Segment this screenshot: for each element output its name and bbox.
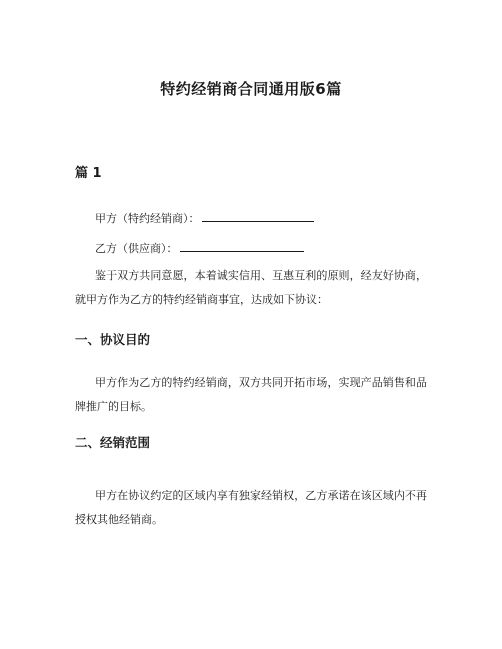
section-label: 篇 1	[75, 166, 102, 181]
section-body-2: 甲方在协议约定的区域内享有独家经销权，乙方承诺在该区域内不再授权其他经销商。	[75, 489, 427, 526]
party-b-label: 乙方（供应商）：	[95, 242, 178, 255]
party-a-label: 甲方（特约经销商）：	[95, 212, 200, 225]
document-title: 特约经销商合同通用版6篇	[160, 80, 342, 98]
party-b-line	[95, 239, 304, 257]
section-heading-1: 一、协议目的	[75, 332, 151, 347]
section-heading-2: 二、经销范围	[75, 435, 151, 450]
party-a-blank	[202, 209, 314, 222]
party-b-blank	[180, 239, 304, 252]
party-a-line	[95, 209, 314, 227]
intro-paragraph: 鉴于双方共同意愿，本着诚实信用、互惠互利的原则，经友好协商，就甲方作为乙方的特约经销商事宜，达成如下协议：	[75, 269, 427, 306]
section-body-1: 甲方作为乙方的特约经销商，双方共同开拓市场，实现产品销售和品牌推广的目标。	[75, 376, 427, 413]
